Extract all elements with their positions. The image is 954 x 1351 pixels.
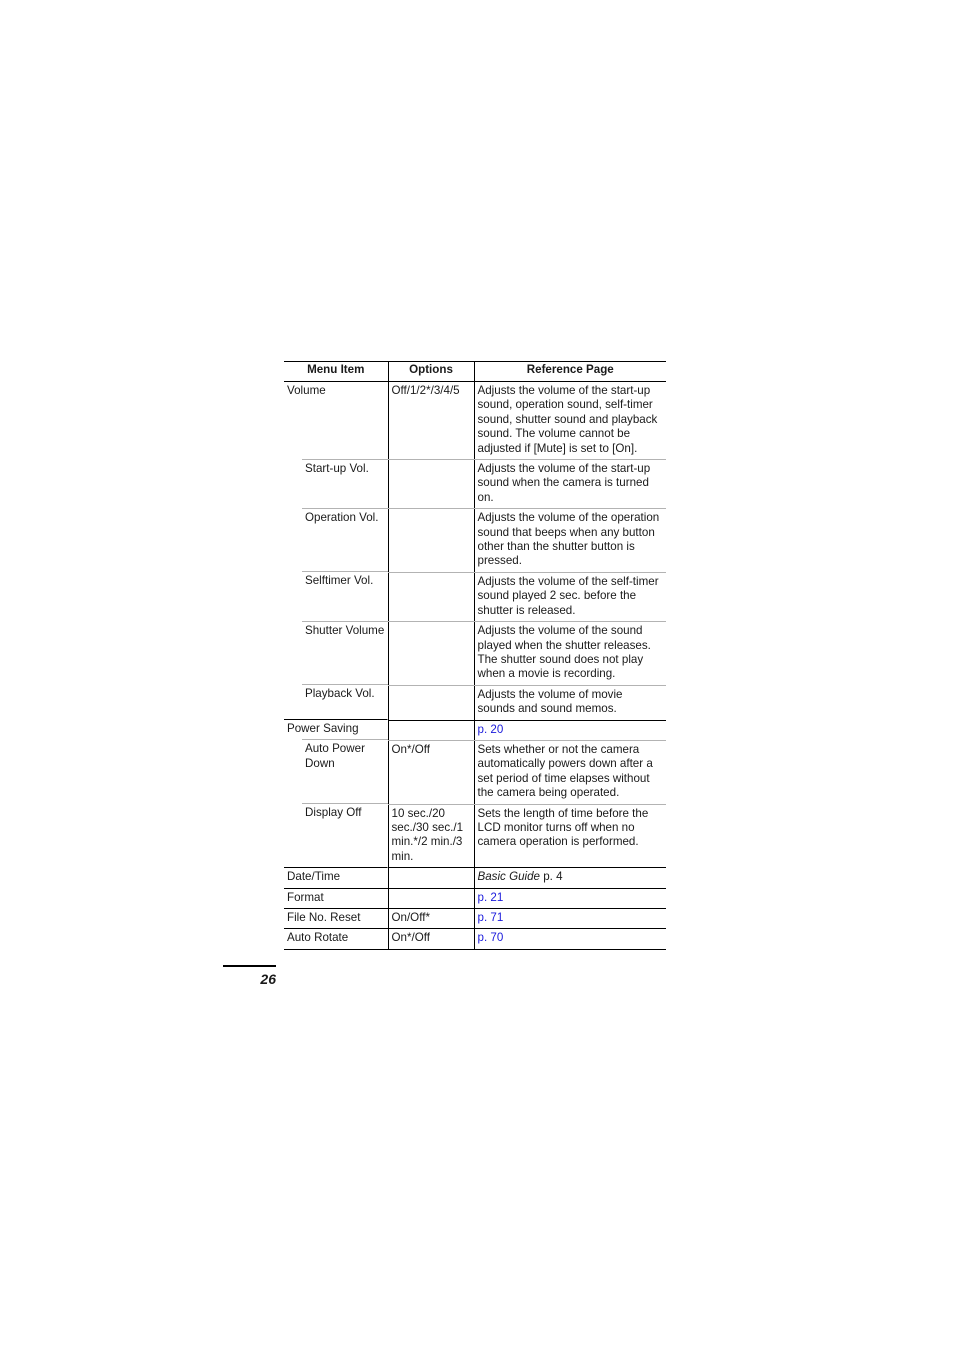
reference-shutter-volume: Adjusts the volume of the sound played when the shutter releases. The shutter sound does not play when a movie is recording. — [474, 622, 666, 686]
menu-item-date-time: Date/Time — [284, 868, 388, 888]
table-row-display-off — [284, 804, 666, 868]
table-row-shutter-volume — [284, 622, 666, 686]
options-auto-power-down: On*/Off — [388, 740, 474, 804]
reference-playback-vol: Adjusts the volume of movie sounds and sound memos. — [474, 685, 666, 720]
menu-item-file-no-reset: File No. Reset — [284, 909, 388, 929]
options-power-saving — [388, 720, 474, 740]
options-playback-vol — [388, 685, 474, 720]
options-shutter-volume — [388, 622, 474, 686]
table-row-playback-vol — [284, 685, 666, 720]
table-row-volume — [284, 382, 666, 460]
page-number: 26 — [260, 971, 276, 987]
reference-format — [474, 888, 666, 908]
table-row-startup-vol — [284, 460, 666, 509]
header-menu-item: Menu Item — [284, 362, 388, 382]
page-link-21[interactable]: p. 21 — [477, 890, 504, 904]
table-row-auto-power-down — [284, 740, 666, 804]
reference-auto-rotate — [474, 929, 666, 949]
page-link-71[interactable]: p. 71 — [477, 911, 504, 924]
options-volume: Off/1/2*/3/4/5 — [388, 382, 474, 460]
table-header-row — [284, 362, 666, 382]
menu-item-auto-rotate: Auto Rotate — [284, 929, 388, 949]
menu-item-display-off: Display Off — [284, 804, 388, 868]
basic-guide-page: p. 4 — [540, 870, 563, 884]
reference-power-saving — [474, 720, 666, 740]
table-row-auto-rotate — [284, 929, 666, 949]
table-row-selftimer-vol — [284, 572, 666, 621]
header-reference-page: Reference Page — [474, 362, 666, 382]
menu-item-format: Format — [284, 888, 388, 908]
table-row-file-no-reset — [284, 909, 666, 929]
options-auto-rotate: On*/Off — [388, 929, 474, 949]
menu-item-auto-power-down: Auto Power Down — [284, 740, 388, 804]
options-format — [388, 888, 474, 908]
page-link-70[interactable]: p. 70 — [477, 931, 504, 945]
menu-item-startup-vol: Start-up Vol. — [284, 460, 388, 509]
reference-volume: Adjusts the volume of the start-up sound, operation sound, self-timer sound, shutter sound and playback sound. The volume cannot be adjusted if [Mute] is set to [On]. — [474, 382, 666, 460]
reference-selftimer-vol: Adjusts the volume of the self-timer sound played 2 sec. before the shutter is released. — [474, 572, 666, 621]
reference-startup-vol: Adjusts the volume of the start-up sound when the camera is turned on. — [474, 460, 666, 509]
reference-auto-power-down: Sets whether or not the camera automatically powers down after a set period of time elapses without the camera being operated. — [474, 740, 666, 804]
table-row-power-saving — [284, 720, 666, 740]
menu-item-selftimer-vol: Selftimer Vol. — [284, 572, 388, 621]
reference-file-no-reset — [474, 909, 666, 929]
table-row-operation-vol — [284, 509, 666, 573]
page-number-rule — [223, 965, 276, 967]
reference-date-time — [474, 868, 666, 888]
basic-guide-title: Basic Guide — [477, 870, 541, 884]
page-link-20[interactable]: p. 20 — [477, 722, 504, 736]
options-startup-vol — [388, 460, 474, 509]
table-row-format — [284, 888, 666, 908]
options-date-time — [388, 868, 474, 888]
options-display-off: 10 sec./20 sec./30 sec./1 min.*/2 min./3 min. — [388, 804, 474, 868]
table-row-date-time — [284, 868, 666, 888]
menu-item-shutter-volume: Shutter Volume — [284, 622, 388, 686]
menu-settings-table — [284, 361, 666, 950]
menu-item-playback-vol: Playback Vol. — [284, 685, 388, 720]
reference-operation-vol: Adjusts the volume of the operation sound that beeps when any button other than the shutter button is pressed. — [474, 509, 666, 573]
menu-item-power-saving: Power Saving — [284, 720, 388, 740]
menu-item-operation-vol: Operation Vol. — [284, 509, 388, 573]
header-options: Options — [388, 362, 474, 382]
options-operation-vol — [388, 509, 474, 573]
options-selftimer-vol — [388, 572, 474, 621]
reference-display-off: Sets the length of time before the LCD monitor turns off when no camera operation is performed. — [474, 804, 666, 868]
menu-item-volume: Volume — [284, 382, 388, 460]
options-file-no-reset: On/Off* — [388, 909, 474, 929]
